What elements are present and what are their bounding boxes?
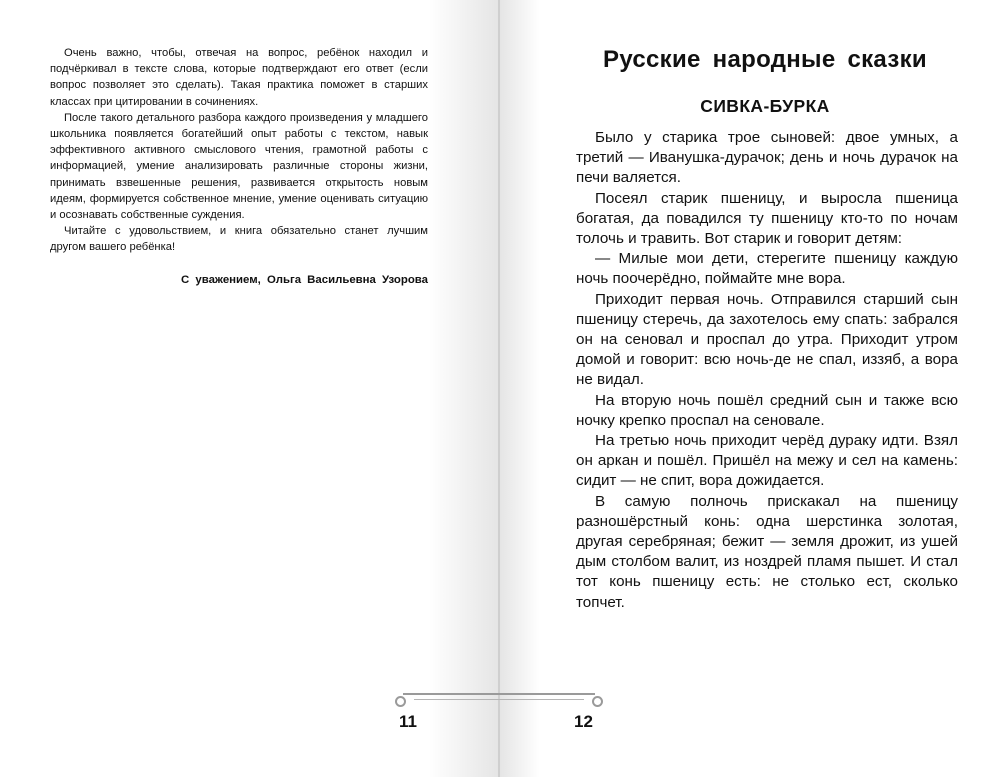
footer-ornament-line [403, 693, 595, 695]
gutter-shadow [500, 0, 540, 777]
footer-ornament-line [414, 699, 584, 700]
intro-paragraph: Очень важно, чтобы, отвечая на вопрос, ребёнок находил и подчёркивал в тексте слова, которые подтверждают его ответ (если вопрос позволяет это сделать). Такая практика поможет в старших классах при цитировании в сочинениях. [50, 47, 428, 108]
story-paragraph: На третью ночь приходит черёд дураку идти. Взял он аркан и пошёл. Пришёл на межу и сел на камень: сидит — не спит, вора дожидается. [576, 432, 958, 490]
footer-ornament-dot [395, 696, 406, 707]
story-text [576, 128, 958, 613]
gutter-shadow [428, 0, 498, 777]
page-number-right: 12 [574, 712, 593, 731]
story-paragraph: Посеял старик пшеницу, и выросла пшеница богатая, да повадился ту пшеницу кто-то по ночам толочь и травить. Вот старик и говорит детям: [576, 189, 958, 248]
story-paragraph: В самую полночь прискакал на пшеницу разношёрстный конь: одна шерстинка золотая, другая серебряная; бежит — земля дрожит, из ушей дым столбом валит, из ноздрей пламя пышет. И стал тот конь пшеницу есть: не столько ест, сколько топчет. [576, 492, 958, 611]
author-signature: С уважением, Ольга Васильевна Узорова [181, 274, 428, 286]
story-paragraph: На вторую ночь пошёл средний сын и также всю ночку крепко проспал на сеновале. [576, 391, 958, 429]
intro-paragraph: После такого детального разбора каждого произведения у младшего школьника появляется богатейший опыт работы с текстом, навык эффективного активного смыслового чтения, грамотной работы с информацией, умение анализировать различные стороны жизни, принимать взвешенные решения, развивается открытость новым идеям, формируется собственное мнение, умение оценивать ситуацию и осознавать собственные суждения. [50, 111, 428, 222]
introduction-text [50, 45, 428, 256]
tale-title: СИВКА-БУРКА [700, 96, 830, 116]
intro-paragraph: Читайте с удовольствием, и книга обязательно станет лучшим другом вашего ребёнка! [50, 225, 428, 254]
footer-ornament-dot [592, 696, 603, 707]
book-title: Русские народные сказки [603, 46, 927, 73]
page-number-left: 11 [399, 712, 417, 731]
story-paragraph: Приходит первая ночь. Отправился старший сын пшеницу стеречь, да захотелось ему спать: забрался он на сеновал и проспал до утра. Приходит утром домой и говорит: всю ночь-де не спал, иззяб, а вора не видал. [576, 290, 958, 389]
story-paragraph: Было у старика трое сыновей: двое умных, а третий — Иванушка-дурачок; день и ночь дурачок на печи валяется. [576, 129, 958, 187]
story-paragraph: — Милые мои дети, стерегите пшеницу каждую ночь поочерёдно, поймайте мне вора. [576, 250, 958, 288]
